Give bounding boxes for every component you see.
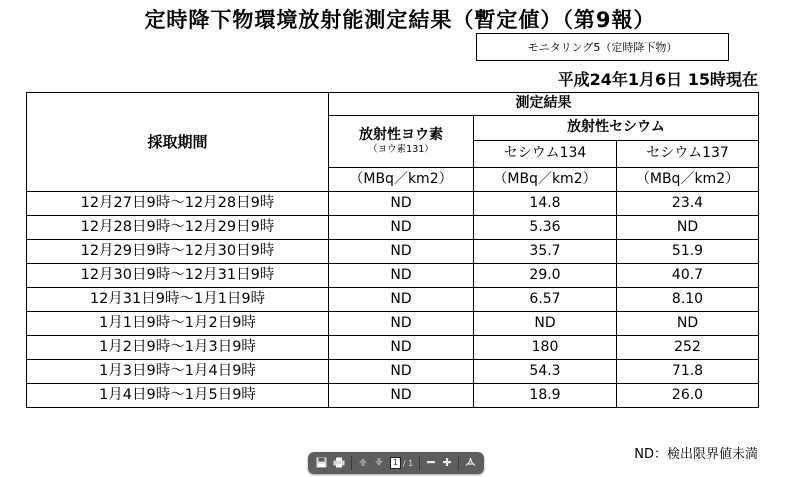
arrow-down-icon[interactable]	[374, 457, 384, 469]
iodine-cell: ND	[329, 288, 474, 312]
page-total: / 1	[402, 458, 414, 468]
arrow-up-icon[interactable]	[358, 457, 368, 469]
page-title: 定時降下物環境放射能測定結果（暫定値）（第9報）	[144, 8, 656, 32]
table-row	[27, 240, 759, 264]
table-row	[27, 336, 759, 360]
save-icon[interactable]	[316, 457, 327, 470]
iodine-cell: ND	[329, 264, 474, 288]
header-results: 測定結果	[329, 93, 759, 116]
table-row	[27, 216, 759, 240]
unit-cs134: （MBq／km2）	[474, 168, 617, 192]
header-iodine-sub: （ヨウ素131）	[368, 143, 434, 155]
cs137-cell: 40.7	[617, 264, 759, 288]
monitoring-label-box	[476, 33, 729, 61]
cs134-cell: 14.8	[474, 192, 617, 216]
cs137-cell: ND	[617, 312, 759, 336]
cs134-cell: 180	[474, 336, 617, 360]
cs137-cell: 26.0	[617, 384, 759, 408]
header-cs137: セシウム137	[617, 141, 759, 168]
cs134-cell: 5.36	[474, 216, 617, 240]
cs134-cell: 18.9	[474, 384, 617, 408]
period-cell: 12月31日9時～1月1日9時	[27, 288, 329, 312]
header-cesium: 放射性セシウム	[474, 116, 759, 141]
iodine-cell: ND	[329, 360, 474, 384]
period-cell: 12月27日9時～12月28日9時	[27, 192, 329, 216]
period-cell: 12月30日9時～12月31日9時	[27, 264, 329, 288]
period-cell: 1月4日9時～1月5日9時	[27, 384, 329, 408]
cs137-cell: 23.4	[617, 192, 759, 216]
minus-icon[interactable]	[426, 457, 436, 469]
period-cell: 1月1日9時～1月2日9時	[27, 312, 329, 336]
cs137-cell: 51.9	[617, 240, 759, 264]
monitoring-label: モニタリング5（定時降下物）	[527, 41, 678, 54]
cs134-cell: 29.0	[474, 264, 617, 288]
table-row	[27, 360, 759, 384]
header-iodine-label: 放射性ヨウ素	[359, 126, 443, 143]
cs137-cell: 8.10	[617, 288, 759, 312]
footnote: ND：検出限界値未満	[634, 447, 758, 462]
period-cell: 12月29日9時～12月30日9時	[27, 240, 329, 264]
results-table	[26, 92, 759, 408]
table-row	[27, 312, 759, 336]
report-date: 平成24年1月6日 15時現在	[557, 70, 758, 89]
iodine-cell: ND	[329, 216, 474, 240]
page-number-input[interactable]: 1	[390, 457, 401, 469]
page-indicator	[390, 457, 413, 469]
period-cell: 1月3日9時～1月4日9時	[27, 360, 329, 384]
iodine-cell: ND	[329, 336, 474, 360]
cs134-cell: 54.3	[474, 360, 617, 384]
table-row	[27, 192, 759, 216]
table-body	[27, 192, 759, 408]
table-row	[27, 264, 759, 288]
period-cell: 12月28日9時～12月29日9時	[27, 216, 329, 240]
iodine-cell: ND	[329, 240, 474, 264]
acrobat-icon[interactable]	[465, 457, 476, 470]
cs134-cell: ND	[474, 312, 617, 336]
header-cs134: セシウム134	[474, 141, 617, 168]
header-period: 採取期間	[27, 93, 329, 192]
unit-cs137: （MBq／km2）	[617, 168, 759, 192]
cs134-cell: 6.57	[474, 288, 617, 312]
unit-iodine: （MBq／km2）	[329, 168, 474, 192]
iodine-cell: ND	[329, 312, 474, 336]
print-icon[interactable]	[333, 457, 345, 470]
table-row	[27, 384, 759, 408]
iodine-cell: ND	[329, 384, 474, 408]
header-iodine	[329, 116, 474, 168]
iodine-cell: ND	[329, 192, 474, 216]
cs137-cell: 252	[617, 336, 759, 360]
cs137-cell: ND	[617, 216, 759, 240]
toolbar-separator	[458, 456, 459, 470]
plus-icon[interactable]	[442, 457, 452, 469]
cs137-cell: 71.8	[617, 360, 759, 384]
pdf-toolbar	[308, 452, 484, 474]
toolbar-separator	[419, 456, 420, 470]
table-row	[27, 288, 759, 312]
toolbar-separator	[351, 456, 352, 470]
cs134-cell: 35.7	[474, 240, 617, 264]
period-cell: 1月2日9時～1月3日9時	[27, 336, 329, 360]
